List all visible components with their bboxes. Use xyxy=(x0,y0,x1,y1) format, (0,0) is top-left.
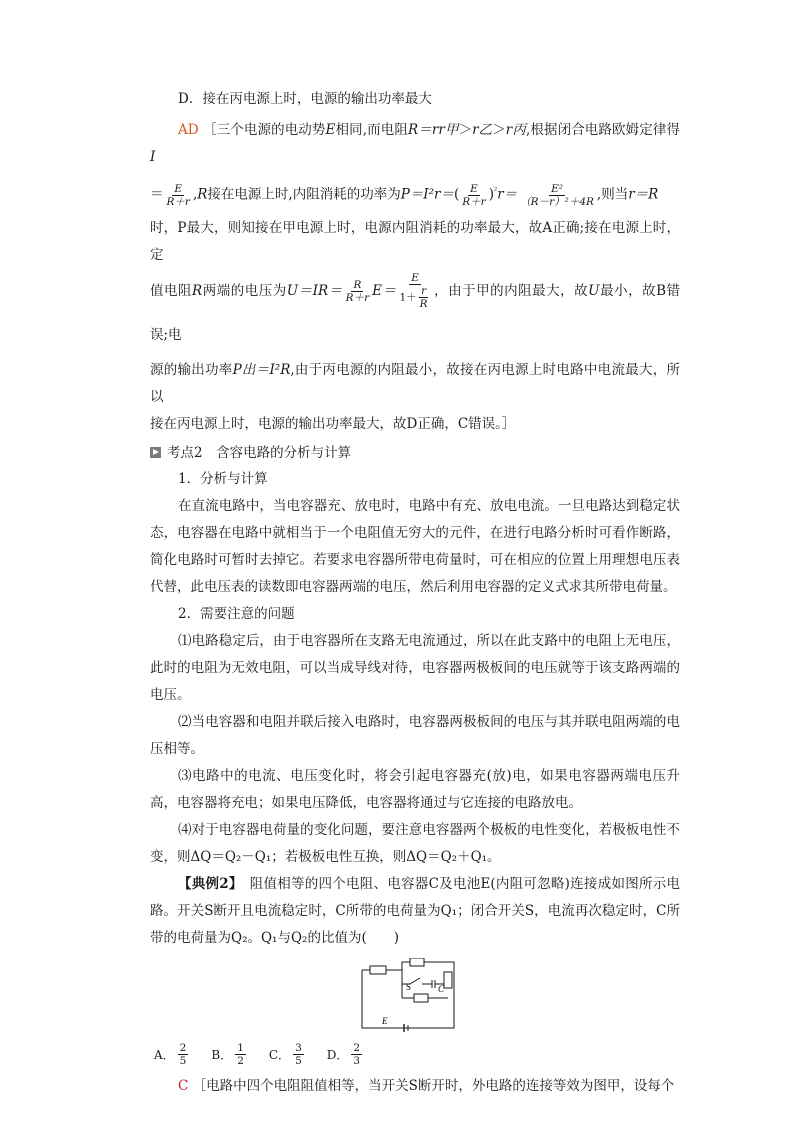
formula-P: P＝I²r＝ xyxy=(400,186,454,203)
circuit-wire xyxy=(362,962,454,1028)
answer-line-6: 接在丙电源上时，电源的输出功率最大，故D正确，C错误。］ xyxy=(150,415,516,432)
fraction-numerator: 3 xyxy=(295,1041,302,1054)
answer-line-1 xyxy=(150,117,680,171)
resistor-bottom xyxy=(414,994,428,1002)
fraction-numerator: 2 xyxy=(353,1041,361,1054)
subheading-notes: 2．需要注意的问题 xyxy=(178,605,295,622)
note-3: ⑶电路中的电流、电压变化时，将会引起电容器充(放)电，如果电容器两端电压升高，电容器将充电；如果电压降低，电容器将通过与它连接的电路放电。 xyxy=(150,767,680,811)
switch xyxy=(410,978,420,984)
fraction-denominator xyxy=(518,196,596,208)
option-b[interactable] xyxy=(211,1042,247,1067)
formula-E-eq: E＝ xyxy=(372,282,397,299)
symbol-r-jia: r甲 xyxy=(438,122,459,138)
text-span: 相同,而电阻 xyxy=(335,122,409,138)
switch-label: S xyxy=(406,981,412,992)
denominator-part: （R－r）² xyxy=(520,195,569,208)
text-span: 接在电源上时,内阻消耗的功率为 xyxy=(207,186,401,203)
circuit-diagram xyxy=(358,958,458,1034)
text-span: 两端的电压为 xyxy=(202,282,287,299)
formula-r-eq: r＝ xyxy=(497,186,518,203)
answer-2 xyxy=(150,1073,680,1100)
options-row xyxy=(154,1042,680,1067)
fraction-denominator: 5 xyxy=(179,1054,187,1067)
fraction-numerator: E xyxy=(174,182,183,195)
answer-2-text: ［电路中四个电阻阻值相等，当开关S断开时，外电路的连接等效为图甲，设每个 xyxy=(192,1077,675,1094)
fraction-denominator: 3 xyxy=(353,1054,361,1067)
fraction-E-over-Rr xyxy=(460,183,487,208)
document-page xyxy=(150,86,680,1100)
symbol-I: I xyxy=(150,149,156,165)
option-fraction xyxy=(178,1042,189,1067)
option-d-choice[interactable] xyxy=(327,1042,363,1067)
text-span: ,由于丙电源的内阻最小，故接在丙电源上时电路中电流最大，所以 xyxy=(150,361,680,405)
superscript: ² xyxy=(494,186,498,195)
symbol-r-yi: r乙 xyxy=(472,122,493,138)
answer-line-5 xyxy=(150,357,680,411)
option-fraction xyxy=(351,1042,362,1067)
fraction-E-over-one-plus xyxy=(397,272,432,310)
option-fraction xyxy=(293,1042,304,1067)
fraction-numerator: 2 xyxy=(179,1041,187,1054)
section-heading xyxy=(150,440,680,466)
symbol-E: E xyxy=(325,122,336,138)
resistor-top xyxy=(410,958,424,966)
fraction-r-over-R xyxy=(418,285,430,310)
option-d: D．接在丙电源上时，电源的输出功率最大 xyxy=(178,91,432,107)
resistor-left xyxy=(370,966,386,974)
example-label: 【典例2】 xyxy=(178,875,236,892)
battery-label: E xyxy=(382,1015,388,1026)
denominator-part: 1＋ xyxy=(399,291,417,304)
capacitor-label: C xyxy=(438,983,445,994)
option-fraction xyxy=(235,1042,246,1067)
subheading-analysis: 1．分析与计算 xyxy=(178,470,268,487)
symbol-eq: ＝ xyxy=(150,186,164,203)
symbol-gt: ＞ xyxy=(492,122,506,138)
symbol-r-bing: r丙 xyxy=(505,122,526,138)
option-a[interactable] xyxy=(154,1042,189,1067)
symbol-R: R xyxy=(197,186,208,203)
text-span: 值电阻 xyxy=(150,282,193,299)
answer-label: AD xyxy=(178,122,199,138)
fraction-denominator xyxy=(397,285,432,310)
fraction-denominator: 5 xyxy=(295,1054,302,1067)
fraction-R-over-Rr xyxy=(344,279,371,304)
note-4: ⑷对于电容器电荷量的变化问题，要注意电容器两个极板的电性变化，若极板电性不变，则ΔQ＝Q₂－Q₁；若极板电性互换，则ΔQ＝Q₂＋Q₁。 xyxy=(150,821,680,865)
text-span: ［三个电源的电动势 xyxy=(203,122,326,138)
fraction-numerator: E xyxy=(411,272,419,284)
text-span: 最小，故B错误;电 xyxy=(150,282,681,343)
fraction-power xyxy=(518,183,596,208)
denominator-part: ＋4R xyxy=(568,195,594,208)
fraction-numerator: R xyxy=(353,278,362,291)
formula-P-out: P出＝I²R xyxy=(232,361,291,378)
note-1: ⑴电路稳定后，由于电容器所在支路无电流通过，所以在此支路中的电阻上无电压，此时的电阻为无效电阻，可以当成导线对待，电容器两极板间的电压就等于该支路两端的电压。 xyxy=(150,632,680,703)
fraction-denominator: R＋r xyxy=(345,291,370,304)
resistor-right xyxy=(444,972,452,988)
fraction-denominator: R＋r xyxy=(166,195,190,208)
example-text: 阻值相等的四个电阻、电容器C及电池E(内阻可忽略)连接成如图所示电路。开关S断开且电流稳定时，C所带的电荷量为Q₁；闭合开关S，电流再次稳定时，C所带的电荷量为Q₂。Q₁与Q₂的比值为( ) xyxy=(150,875,680,946)
symbol-U: U xyxy=(588,282,600,299)
answer-line-4 xyxy=(150,269,680,357)
fraction-numerator: r xyxy=(421,285,427,297)
symbol-gt: ＞ xyxy=(458,122,473,138)
text-span: , xyxy=(192,186,198,203)
example-2 xyxy=(150,871,680,952)
formula-r-eq-R: r＝R xyxy=(628,186,659,203)
note-2: ⑵当电容器和电阻并联后接入电路时，电容器两极板间的电压与其并联电阻两端的电压相等。 xyxy=(150,713,680,757)
option-letter: D． xyxy=(326,1047,349,1062)
fraction-numerator: 1 xyxy=(237,1041,244,1054)
fraction-denominator: R xyxy=(419,298,428,310)
formula-R-eq-r: R＝r xyxy=(408,122,439,138)
section-heading-text: 考点2 含容电路的分析与计算 xyxy=(167,444,352,461)
text-span: ,根据闭合电路欧姆定律得 xyxy=(525,122,680,138)
answer-line-3: 时，P最大，则知接在甲电源上时，电源内阻消耗的功率最大，故A正确;接在电源上时，定 xyxy=(150,219,680,263)
text-span: ,则当 xyxy=(596,186,629,203)
play-triangle-icon xyxy=(150,447,161,458)
answer-2-label: C xyxy=(178,1077,189,1094)
option-c[interactable] xyxy=(269,1042,305,1067)
symbol-R: R xyxy=(192,282,203,299)
text-span: ，由于甲的内阻最大，故 xyxy=(433,282,589,299)
option-letter: B． xyxy=(211,1047,233,1062)
formula-U: U＝IR＝ xyxy=(286,282,343,299)
option-letter: A． xyxy=(154,1047,175,1062)
answer-line-2: ＝ $\frac{E}{R+r}$ ,R接在电源上时,内阻消耗的功率为P＝I²r＝( $\frac{E}{R+r}$ )$^{^2}$r＝ $\frac{\text{E²}}{\text{（R－r）²＋4R}}$ ,则当r＝R xyxy=(150,182,659,208)
text-span: 源的输出功率 xyxy=(150,361,233,378)
fraction-numerator: E² xyxy=(551,182,563,195)
option-letter: C． xyxy=(268,1047,291,1062)
paragraph-analysis: 在直流电路中，当电容器充、放电时，电路中有充、放电电流。一旦电路达到稳定状态，电容器在电路中就相当于一个电阻值无穷大的元件，在进行电路分析时可看作断路，简化电路时可暂时去掉它。若要求电容器所带电荷量时，可在相应的位置上用理想电压表代替，此电压表的读数即电容器两端的电压，然后利用电容器的定义式求其所带电荷量。 xyxy=(150,497,680,595)
fraction-numerator: E xyxy=(470,182,478,195)
fraction-E-over-Rr xyxy=(165,183,192,208)
fraction-denominator: 2 xyxy=(237,1054,244,1067)
fraction-denominator: R＋r xyxy=(462,195,486,208)
